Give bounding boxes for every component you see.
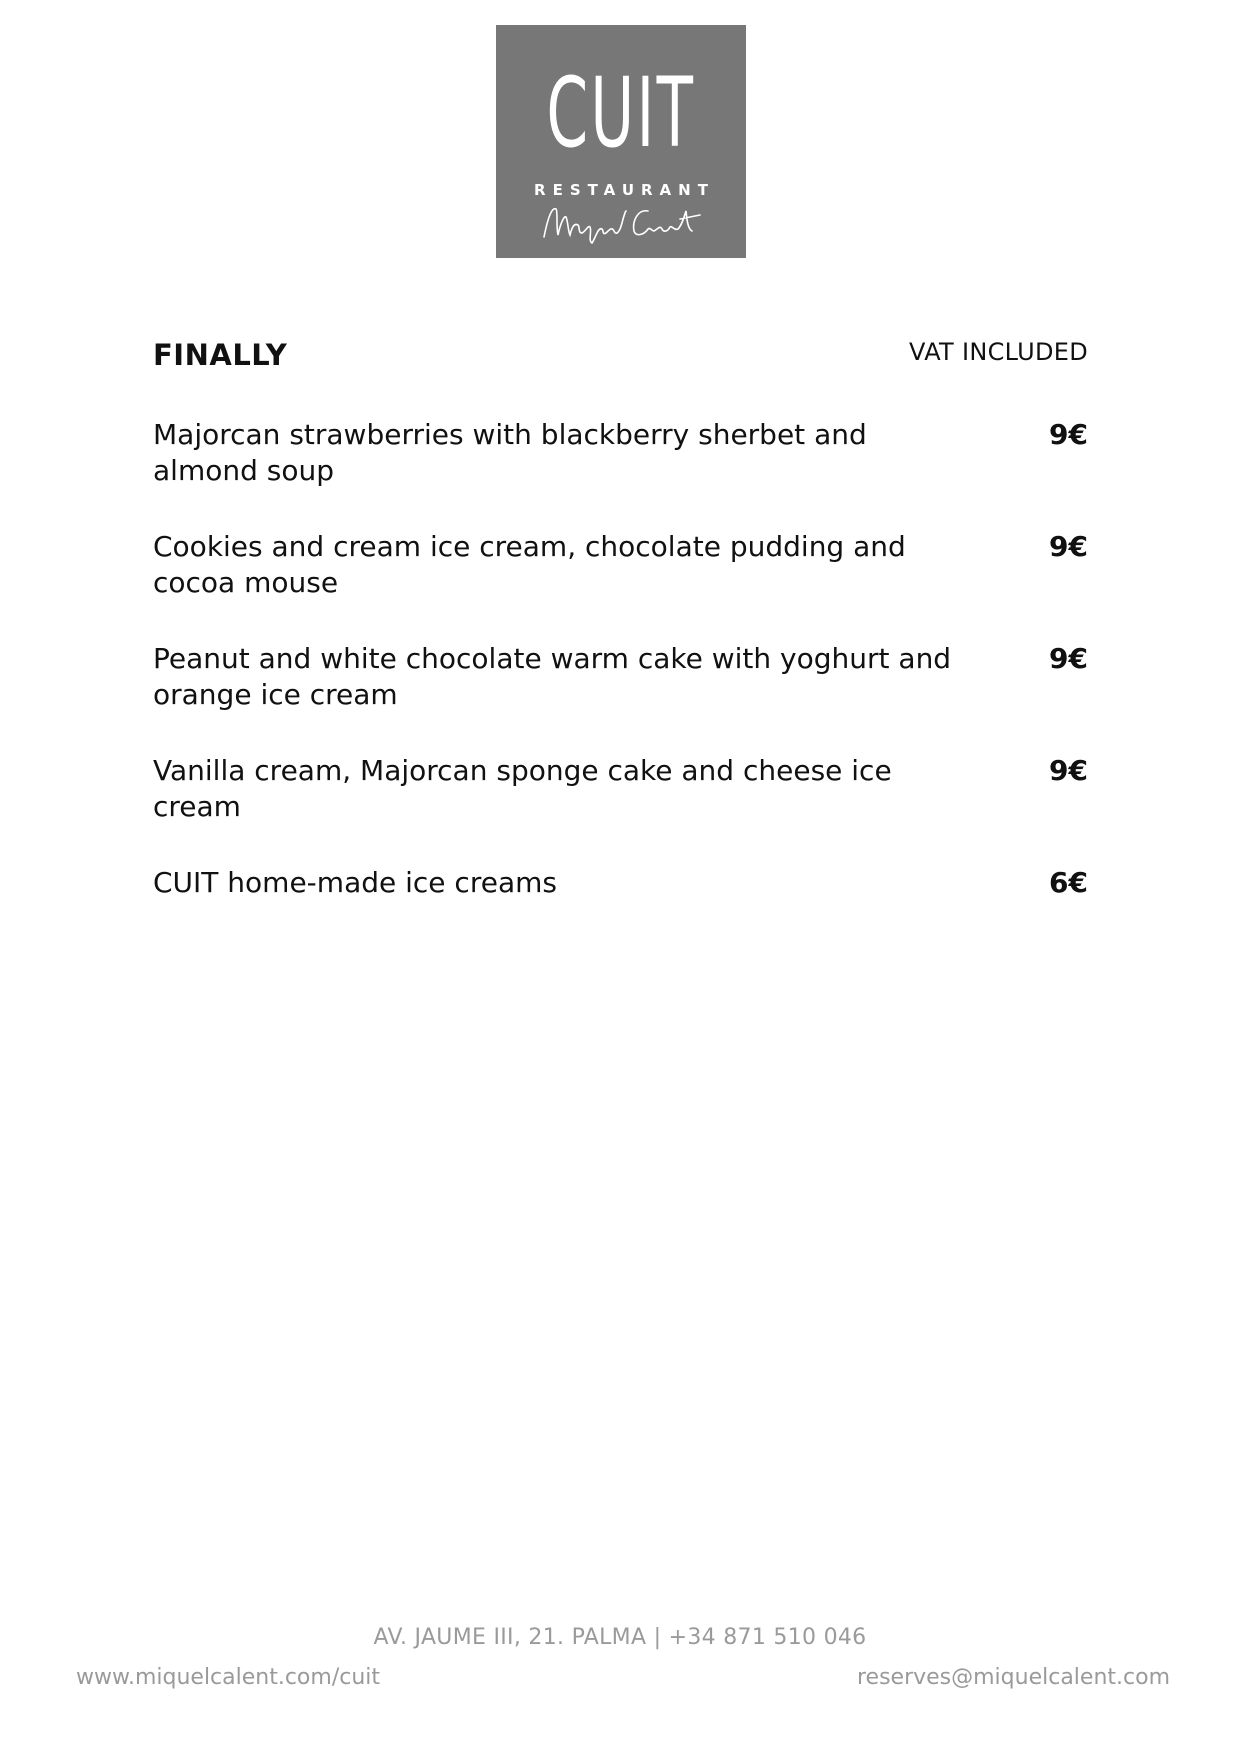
- dish-price: 9€: [1049, 418, 1088, 451]
- dish-name: Peanut and white chocolate warm cake with yoghurt and orange ice cream: [153, 642, 952, 711]
- menu-item: [153, 641, 1088, 753]
- dish-price: 9€: [1049, 754, 1088, 787]
- logo-wordmark: CUIT: [546, 57, 696, 169]
- menu-item: [153, 753, 1088, 865]
- vat-note: VAT INCLUDED: [909, 338, 1088, 366]
- dish-price: 9€: [1049, 642, 1088, 675]
- dish-name: Cookies and cream ice cream, chocolate pudding and cocoa mouse: [153, 530, 906, 599]
- footer-address: AV. JAUME III, 21. PALMA | +34 871 510 046: [373, 1625, 867, 1650]
- menu-item: [153, 417, 1088, 529]
- dish-name: Vanilla cream, Majorcan sponge cake and cheese ice cream: [153, 754, 892, 823]
- menu-item: [153, 865, 1088, 977]
- dish-name: CUIT home-made ice creams: [153, 866, 557, 899]
- logo-subtitle: RESTAURANT: [534, 181, 715, 199]
- dessert-menu: [153, 417, 1088, 977]
- dish-price: 9€: [1049, 530, 1088, 563]
- chef-signature-icon: [538, 197, 708, 247]
- menu-item: [153, 529, 1088, 641]
- restaurant-logo: [496, 25, 746, 258]
- dish-name: Majorcan strawberries with blackberry sherbet and almond soup: [153, 418, 867, 487]
- dish-price: 6€: [1049, 866, 1088, 899]
- section-title: FINALLY: [153, 338, 288, 372]
- footer-email-link[interactable]: reserves@miquelcalent.com: [856, 1665, 1170, 1690]
- footer-website-link[interactable]: www.miquelcalent.com/cuit: [76, 1665, 381, 1690]
